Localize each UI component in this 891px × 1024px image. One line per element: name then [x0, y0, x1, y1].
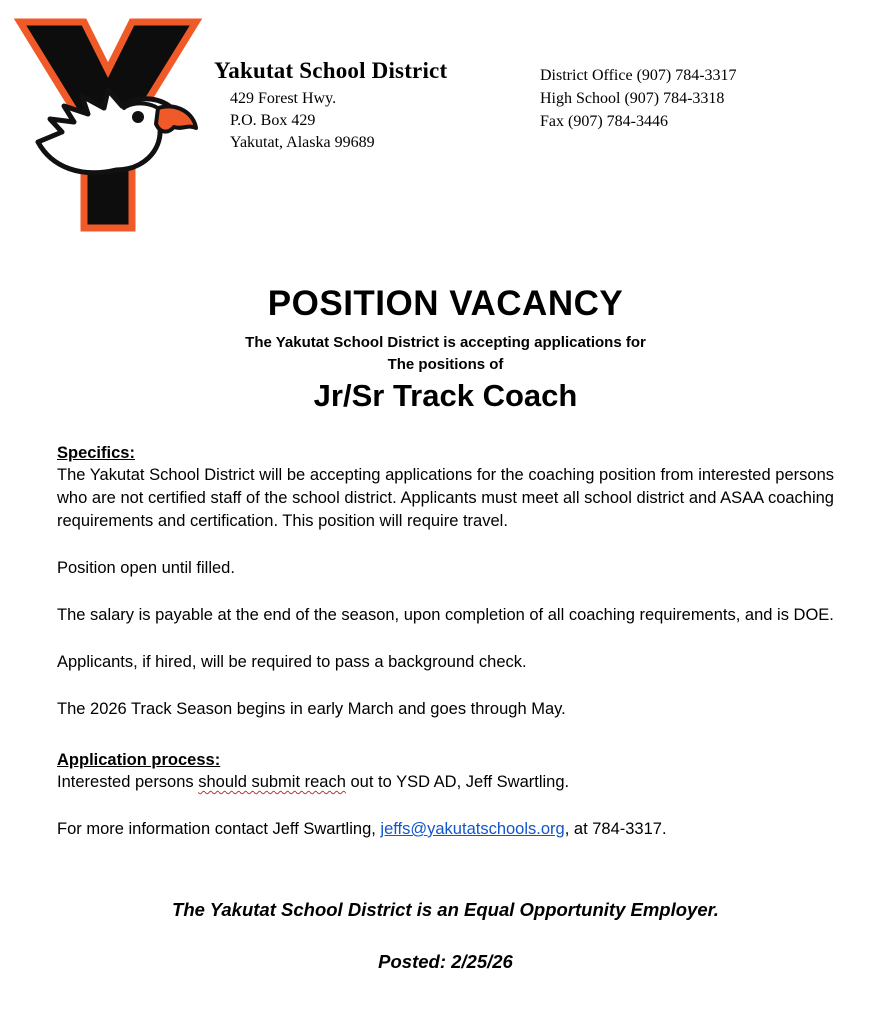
address-city: Yakutat, Alaska 99689 [230, 134, 375, 151]
phone-fax: Fax (907) 784-3446 [540, 113, 668, 130]
school-logo [10, 14, 206, 236]
letterhead-address-block [214, 58, 447, 154]
application-process-heading: Application process: [57, 751, 221, 769]
application-line-2-pre: For more information contact Jeff Swartling, [57, 820, 381, 838]
phone-high-school: High School (907) 784-3318 [540, 90, 725, 107]
page-title: POSITION VACANCY [267, 284, 624, 323]
letterhead-contact-block [540, 64, 737, 133]
specifics-heading: Specifics: [57, 444, 135, 462]
specifics-paragraph-4: Applicants, if hired, will be required to pass a background check. [57, 653, 527, 671]
posted-date: Posted: 2/25/26 [378, 951, 513, 972]
equal-opportunity-statement: The Yakutat School District is an Equal Opportunity Employer. [172, 899, 719, 920]
subtitle-line-2: The positions of [387, 356, 504, 373]
specifics-paragraph-3: The salary is payable at the end of the season, upon completion of all coaching requirements, and is DOE. [57, 606, 834, 624]
specifics-paragraph-5: The 2026 Track Season begins in early March and goes through May. [57, 700, 566, 718]
application-line-2-post: , at 784-3317. [564, 820, 667, 838]
position-title: Jr/Sr Track Coach [313, 378, 578, 413]
announcement-body [0, 284, 891, 973]
specifics-paragraph-2: Position open until filled. [57, 559, 235, 577]
application-line-2 [57, 818, 834, 841]
grammar-flagged-text: should submit reach [198, 773, 346, 791]
letterhead [0, 0, 891, 248]
subtitle-line-1: The Yakutat School District is accepting applications for [245, 334, 646, 351]
y-eagle-logo-icon [10, 14, 206, 236]
application-line-1 [57, 771, 834, 794]
application-line-1-pre: Interested persons [57, 773, 199, 791]
phone-district-office: District Office (907) 784-3317 [540, 67, 737, 84]
district-name: Yakutat School District [214, 58, 448, 83]
application-line-1-post: out to YSD AD, Jeff Swartling. [345, 773, 570, 791]
email-link[interactable]: jeffs@yakutatschools.org [380, 820, 565, 838]
address-street: 429 Forest Hwy. [230, 90, 337, 107]
address-pobox: P.O. Box 429 [230, 112, 316, 129]
specifics-paragraph-1: The Yakutat School District will be accepting applications for the coaching position from interested persons who are not certified staff of the school district. Applicants must meet all school district and ASAA coaching requirements and certification. This position will require travel. [57, 466, 834, 530]
